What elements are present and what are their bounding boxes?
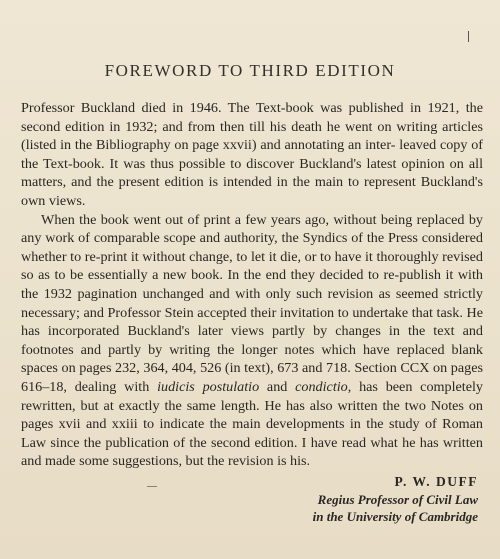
signature-block [313, 473, 478, 525]
paragraph-2 [21, 211, 483, 471]
page-edge-mark [468, 31, 469, 42]
small-dash-mark [147, 486, 157, 487]
text-line: revision is his. [227, 453, 311, 470]
text-line: leaved copy of the Text-book. It was thus possible to discover Buckland's [21, 137, 483, 172]
text-line: by any work of comparable scope and authority, the Syndics of the Press [21, 211, 483, 247]
foreword-body [21, 99, 483, 471]
page-title: FOREWORD TO THIRD EDITION [104, 61, 396, 80]
text-line: only such revision as seemed strictly necessary; and Professor Stein [21, 285, 483, 321]
text-line: decided to re-publish it with the 1932 pagination unchanged and with [21, 267, 483, 302]
text-line: the second edition in 1932; and from then till his death he went on writing [21, 100, 483, 135]
text-line-with-italics: 616–18, dealing with iudicis postulatio and condictio, has been completely [21, 378, 483, 395]
text-line: When the book went out of print a few years ago, without being replaced [41, 211, 465, 228]
text-line: Buckland's later views partly by changes in the text and footnotes and [21, 323, 483, 358]
text-line: partly by writing the longer notes which have replaced blank spaces on [21, 341, 483, 377]
signature-name: P. W. DUFF [394, 474, 478, 489]
paragraph-1 [21, 99, 483, 211]
text-line: latest opinion on all matters, and the present edition is intended in the [21, 155, 483, 191]
text-line: Professor Buckland died in 1946. The Text-book was published in 1921, [21, 100, 460, 116]
text-line: it thoroughly revised so as to be essentially a new book. In the end they [21, 248, 483, 284]
text-line: the study of Roman Law since the publication of the second edition. [21, 416, 483, 451]
signature-title-line-2: in the University of Cambridge [312, 509, 478, 524]
text-line: considered whether to re-print it without change, to let it die, or to have [21, 230, 483, 265]
text-line: accepted their invitation to undertake that task. He has incorporated [21, 304, 483, 340]
text-line: pages 232, 364, 404, 526 (in text), 673 and 718. Section CCX on pages [79, 360, 483, 377]
text-line: Notes on pages xvii and xxiii to indicate the main developments in [21, 397, 483, 433]
text-line: articles (listed in the Bibliography on page xxvii) and annotating an inter- [21, 118, 483, 154]
text-line: main to represent Buckland's own views. [21, 174, 483, 209]
text-line: rewritten, but at exactly the same length. He has also written the two [21, 397, 426, 414]
signature-title-line-1: Regius Professor of Civil Law [317, 492, 478, 507]
text-line: I have read what he has written and made some suggestions, but the [21, 434, 483, 470]
